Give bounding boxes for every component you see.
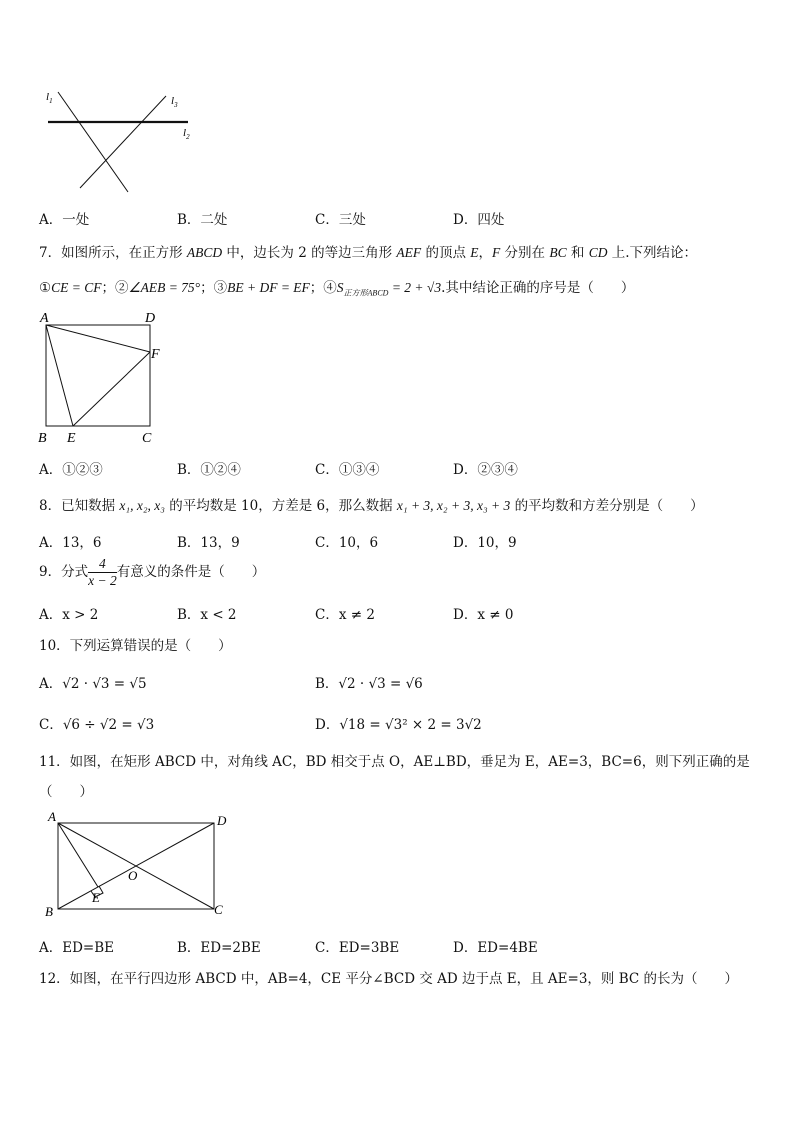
q10-stem: 10．下列运算错误的是（ ） — [39, 638, 232, 654]
q8-option-c[interactable]: C．10，6 — [315, 535, 379, 551]
q7-math: E — [470, 245, 479, 260]
q7-conclusion-1: CE = CF — [51, 280, 102, 295]
q7-option-a[interactable]: A．①②③ — [39, 462, 103, 478]
q7-figure — [36, 308, 170, 448]
q7-text: 中，边长为 2 的等边三角形 — [222, 245, 397, 261]
segment-ae — [46, 325, 73, 426]
q9-denominator: x − 2 — [88, 573, 117, 588]
segment-ef — [73, 352, 150, 426]
q7-conclusion-4: S — [336, 280, 344, 295]
q9-stem — [39, 556, 265, 589]
q7-conclusion-4-mark: ；④ — [309, 280, 337, 296]
q7-option-c[interactable]: C．①③④ — [315, 462, 380, 478]
q7-text: 上.下列结论： — [607, 245, 698, 261]
square-abcd — [46, 325, 150, 426]
q10-option-c[interactable]: C．√6 ÷ √2 = √3 — [39, 717, 155, 733]
label-e: E — [67, 431, 76, 446]
q6-option-d[interactable]: D．四处 — [453, 212, 505, 228]
q11-option-b[interactable]: B．ED=2BE — [177, 940, 261, 956]
q7-math: CD — [588, 245, 608, 260]
q11-stem: 11．如图，在矩形 ABCD 中，对角线 AC，BD 相交于点 O，AE⊥BD，垂足为 E，AE=3，BC=6，则下列正确的是 — [39, 754, 750, 770]
q7-conclusion-4-rest: = 2 + √3 — [388, 280, 442, 295]
q7-option-b[interactable]: B．①②④ — [177, 462, 241, 478]
q7-conclusion-3-mark: ；③ — [200, 280, 228, 296]
q9-fraction — [88, 556, 117, 589]
label-b: B — [38, 431, 47, 446]
q7-option-d[interactable]: D．②③④ — [453, 462, 518, 478]
q8-option-b[interactable]: B．13，9 — [177, 535, 240, 551]
q6-figure — [40, 84, 210, 199]
q6-option-b[interactable]: B．二处 — [177, 212, 228, 228]
segment-ae — [58, 823, 98, 887]
q8-text: 的平均数是 10，方差是 6，那么数据 — [164, 498, 397, 514]
q7-math: F — [492, 245, 501, 260]
q8-stem — [39, 494, 704, 514]
label-a: A — [40, 311, 49, 326]
q7-text: 7．如图所示，在正方形 — [39, 245, 187, 261]
q7-conclusion-1-mark: ① — [39, 280, 52, 296]
line-l1 — [58, 92, 128, 192]
label-l2: $l_2$ — [183, 127, 190, 141]
label-d: D — [145, 311, 156, 326]
q8-math: x₁, x₂, x₃ — [119, 498, 165, 513]
q10-option-b[interactable]: B．√2 · √3 = √6 — [315, 676, 423, 692]
label-f: F — [151, 347, 160, 362]
q7-conclusion-2: ∠AEB = 75° — [128, 280, 201, 295]
q11-option-d[interactable]: D．ED=4BE — [453, 940, 538, 956]
label-c: C — [214, 902, 223, 917]
q7-conclusion-3: BE + DF = EF — [227, 280, 310, 295]
label-l3: $l_3$ — [171, 95, 178, 109]
q10-option-a[interactable]: A．√2 · √3 = √5 — [39, 676, 147, 692]
q7-tail: .其中结论正确的序号是（ ） — [441, 280, 635, 296]
label-d: D — [217, 813, 227, 828]
q7-math: ABCD — [186, 245, 223, 260]
q9-text: 9．分式 — [39, 564, 89, 580]
q9-text: 有意义的条件是（ ） — [116, 564, 266, 580]
label-o: O — [128, 868, 138, 883]
q7-text: 和 — [566, 245, 589, 261]
q8-math: x₁ + 3, x₂ + 3, x₃ + 3 — [396, 498, 511, 513]
q12-stem: 12．如图，在平行四边形 ABCD 中，AB=4，CE 平分∠BCD 交 AD 边于点 E，且 AE=3，则 BC 的长为（ ） — [39, 971, 738, 987]
label-e: E — [92, 890, 100, 905]
q11-option-a[interactable]: A．ED=BE — [39, 940, 115, 956]
q7-math: AEF — [396, 245, 422, 260]
q7-text: 的顶点 — [421, 245, 471, 261]
q7-stem-line1 — [39, 241, 697, 261]
q6-option-c[interactable]: C．三处 — [315, 212, 366, 228]
q9-option-b[interactable]: B．x < 2 — [177, 607, 237, 623]
label-l1: $l_1$ — [46, 91, 53, 105]
q9-option-a[interactable]: A．x > 2 — [39, 607, 99, 623]
q8-text: 的平均数和方差分别是（ ） — [510, 498, 704, 514]
q7-math: BC — [549, 245, 567, 260]
q11-figure — [40, 808, 240, 923]
label-b: B — [45, 904, 53, 919]
q9-option-d[interactable]: D．x ≠ 0 — [453, 607, 514, 623]
label-a: A — [48, 809, 56, 824]
q9-numerator: 4 — [88, 556, 117, 573]
q8-option-d[interactable]: D．10，9 — [453, 535, 517, 551]
q10-option-d[interactable]: D．√18 = √3² × 2 = 3√2 — [315, 717, 482, 733]
q7-text: 分别在 — [500, 245, 550, 261]
q11-option-c[interactable]: C．ED=3BE — [315, 940, 400, 956]
q7-conclusion-2-mark: ；② — [101, 280, 129, 296]
segment-af — [46, 325, 150, 352]
q11-answer-paren: （ ） — [39, 784, 93, 800]
q7-stem-line2 — [39, 276, 634, 299]
q8-text: 8．已知数据 — [39, 498, 120, 514]
q7-conclusion-4-sub: 正方形ABCD — [343, 288, 389, 298]
q8-option-a[interactable]: A．13，6 — [39, 535, 102, 551]
label-c: C — [142, 431, 152, 446]
q6-option-a[interactable]: A．一处 — [39, 212, 90, 228]
q7-text: ， — [478, 245, 492, 261]
q9-option-c[interactable]: C．x ≠ 2 — [315, 607, 375, 623]
